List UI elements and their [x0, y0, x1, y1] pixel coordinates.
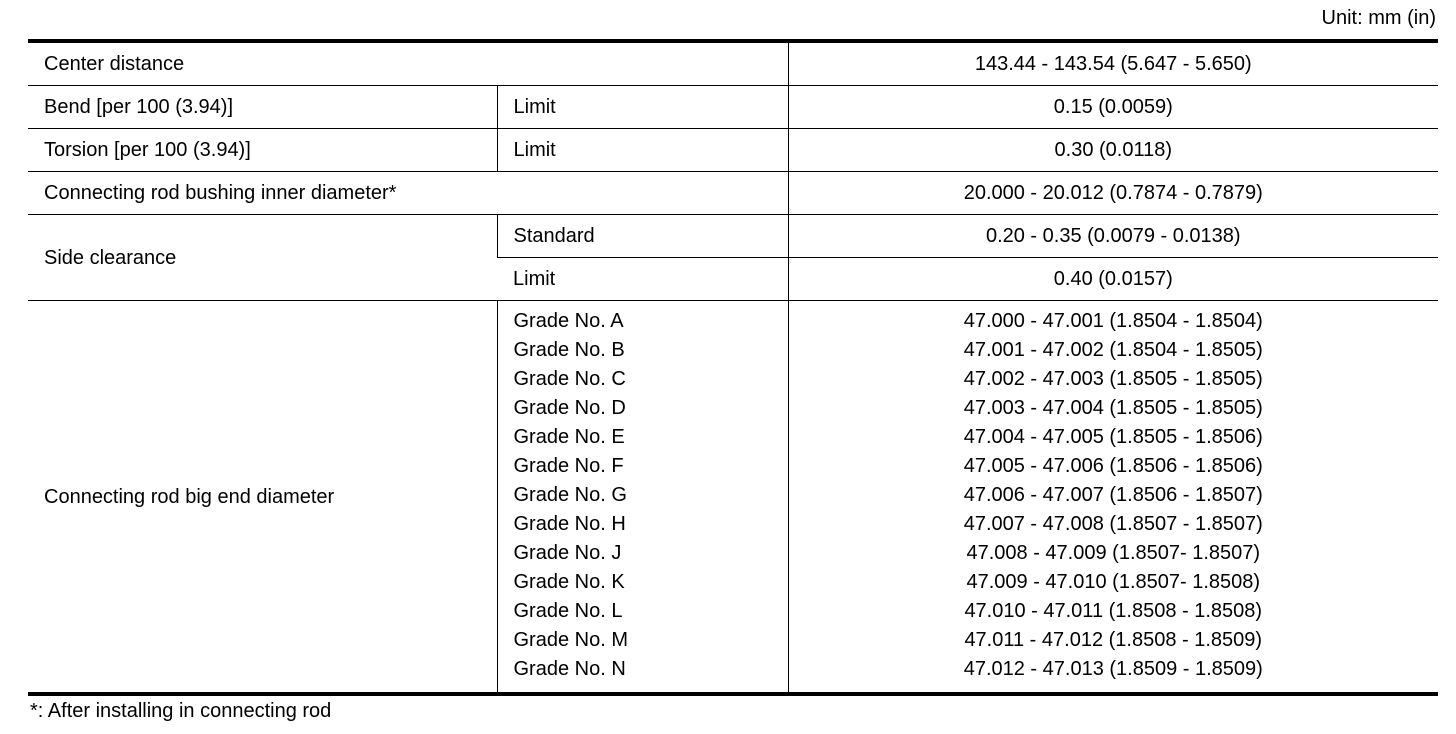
row-value: 20.000 - 20.012 (0.7874 - 0.7879): [788, 172, 1438, 215]
table-row-big-end-diameter: [28, 301, 1438, 695]
unit-label: Unit: mm (in): [1321, 7, 1436, 29]
grade-value: 47.009 - 47.010 (1.8507- 1.8508): [966, 571, 1261, 593]
table-row-bushing-inner-diameter: [28, 172, 1438, 215]
grade-value: 47.000 - 47.001 (1.8504 - 1.8504): [963, 310, 1263, 332]
grade-label: Grade No. J: [513, 542, 622, 564]
grade-value: 47.008 - 47.009 (1.8507- 1.8507): [966, 542, 1261, 564]
grade-label: Grade No. F: [513, 455, 624, 477]
row-value: 0.15 (0.0059): [788, 86, 1438, 129]
row-sublabel: Limit: [497, 86, 788, 129]
grade-value: 47.004 - 47.005 (1.8505 - 1.8506): [963, 426, 1263, 448]
row-value: 0.20 - 0.35 (0.0079 - 0.0138): [788, 215, 1438, 258]
grade-value: 47.001 - 47.002 (1.8504 - 1.8505): [963, 339, 1263, 361]
grade-value: 47.011 - 47.012 (1.8508 - 1.8509): [964, 629, 1263, 651]
grade-label: Grade No. H: [513, 513, 626, 535]
table-row-center-distance: [28, 41, 1438, 86]
row-label: Bend [per 100 (3.94)]: [28, 86, 497, 129]
grade-label: Grade No. D: [513, 397, 626, 419]
table-row-torsion: [28, 129, 1438, 172]
grade-value: 47.006 - 47.007 (1.8506 - 1.8507): [963, 484, 1263, 506]
grade-value: 47.002 - 47.003 (1.8505 - 1.8505): [963, 368, 1263, 390]
row-sublabel: Limit: [497, 258, 788, 301]
table-row-bend: [28, 86, 1438, 129]
grade-label: Grade No. M: [513, 629, 628, 651]
row-label: Side clearance: [28, 215, 497, 301]
grade-value: 47.010 - 47.011 (1.8508 - 1.8508): [964, 600, 1263, 622]
grade-value: 47.003 - 47.004 (1.8505 - 1.8505): [963, 397, 1263, 419]
grade-label: Grade No. B: [513, 339, 625, 361]
grade-value: 47.005 - 47.006 (1.8506 - 1.8506): [963, 455, 1263, 477]
grade-label: Grade No. K: [513, 571, 625, 593]
grade-value: 47.012 - 47.013 (1.8509 - 1.8509): [963, 658, 1263, 680]
grade-value: 47.007 - 47.008 (1.8507 - 1.8507): [963, 513, 1263, 535]
row-label: Center distance: [28, 41, 788, 86]
footnote: *: After installing in connecting rod: [30, 700, 332, 722]
grade-label: Grade No. C: [513, 368, 626, 390]
row-label: Connecting rod big end diameter: [28, 301, 497, 695]
row-value: 143.44 - 143.54 (5.647 - 5.650): [788, 41, 1438, 86]
grade-value-list: [788, 301, 1438, 695]
table-row-side-clearance-standard: [28, 215, 1438, 258]
row-sublabel: Limit: [497, 129, 788, 172]
row-label: Connecting rod bushing inner diameter*: [28, 172, 788, 215]
row-label: Torsion [per 100 (3.94)]: [28, 129, 497, 172]
grade-label: Grade No. N: [513, 658, 626, 680]
connecting-rod-spec-table: [28, 39, 1438, 696]
grade-label: Grade No. A: [513, 310, 624, 332]
grade-label: Grade No. L: [513, 600, 623, 622]
row-value: 0.30 (0.0118): [788, 129, 1438, 172]
grade-label: Grade No. G: [513, 484, 627, 506]
row-sublabel: Standard: [497, 215, 788, 258]
grade-list: [497, 301, 788, 695]
grade-label: Grade No. E: [513, 426, 625, 448]
row-value: 0.40 (0.0157): [788, 258, 1438, 301]
